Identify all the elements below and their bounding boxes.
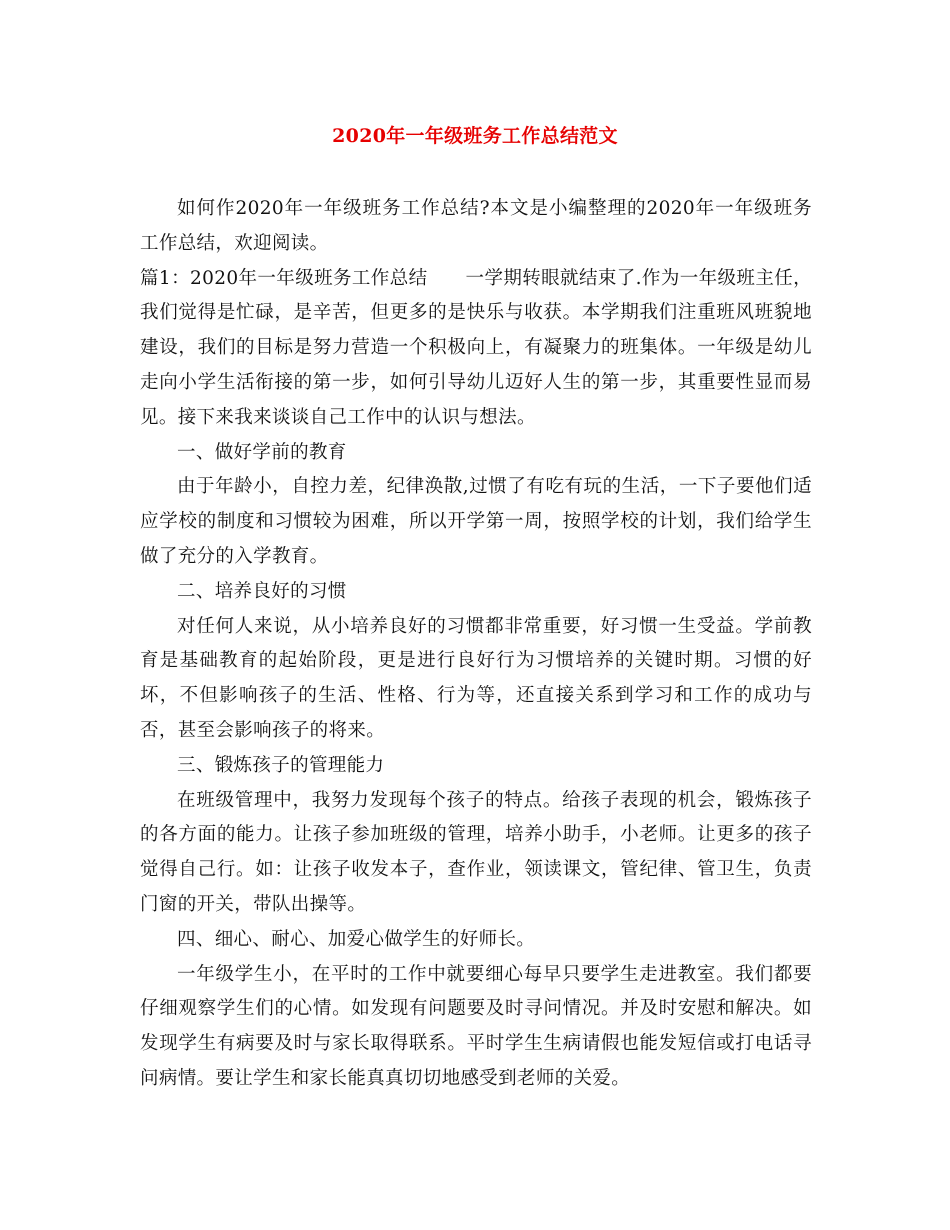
section-body-2: 对任何人来说，从小培养良好的习惯都非常重要，好习惯一生受益。学前教育是基础教育的起始阶段，更是进行良好行为习惯培养的关键时期。习惯的好坏，不但影响孩子的生活、性格、行为等，还直接关系到学习和工作的成功与否，甚至会影响孩子的将来。 (140, 615, 812, 741)
section-heading-4: 四、细心、耐心、加爱心做学生的好师长。 (177, 928, 536, 950)
article-paragraph (140, 262, 812, 436)
section-heading-1: 一、做好学前的教育 (177, 441, 347, 463)
document-title: 2020年一年级班务工作总结范文 (332, 125, 618, 147)
section-heading-2: 二、培养良好的习惯 (177, 580, 347, 602)
article-lead: 一学期转眼就结束了.作为一年级班主任，我们觉得是忙碌，是辛苦，但更多的是快乐与收获。本学期我们注重班风班貌地建设，我们的目标是努力营造一个积极向上，有凝聚力的班集体。一年级是幼儿走向小学生活衔接的第一步，如何引导幼儿迈好人生的第一步，其重要性显而易见。接下来我来谈谈自己工作中的认识与想法。 (140, 267, 812, 428)
section-body-1: 由于年龄小，自控力差，纪律涣散,过惯了有吃有玩的生活，一下子要他们适应学校的制度和习惯较为困难，所以开学第一周，按照学校的计划，我们给学生做了充分的入学教育。 (140, 476, 812, 567)
section-body-4: 一年级学生小，在平时的工作中就要细心每早只要学生走进教室。我们都要仔细观察学生们的心情。如发现有问题要及时寻问情况。并及时安慰和解决。如发现学生有病要及时与家长取得联系。平时学生生病请假也能发短信或打电话寻问病情。要让学生和家长能真真切切地感受到老师的关爱。 (140, 963, 812, 1089)
article-label: 篇1：2020年一年级班务工作总结 (140, 267, 428, 289)
document-body (140, 192, 812, 1097)
section-body-3: 在班级管理中，我努力发现每个孩子的特点。给孩子表现的机会，锻炼孩子的各方面的能力。让孩子参加班级的管理，培养小助手，小老师。让更多的孩子觉得自己行。如：让孩子收发本子，查作业，领读课文，管纪律、管卫生，负责门窗的开关，带队出操等。 (140, 789, 812, 915)
section-heading-3: 三、锻炼孩子的管理能力 (177, 754, 385, 776)
intro-paragraph: 如何作2020年一年级班务工作总结?本文是小编整理的2020年一年级班务工作总结，欢迎阅读。 (140, 198, 812, 254)
